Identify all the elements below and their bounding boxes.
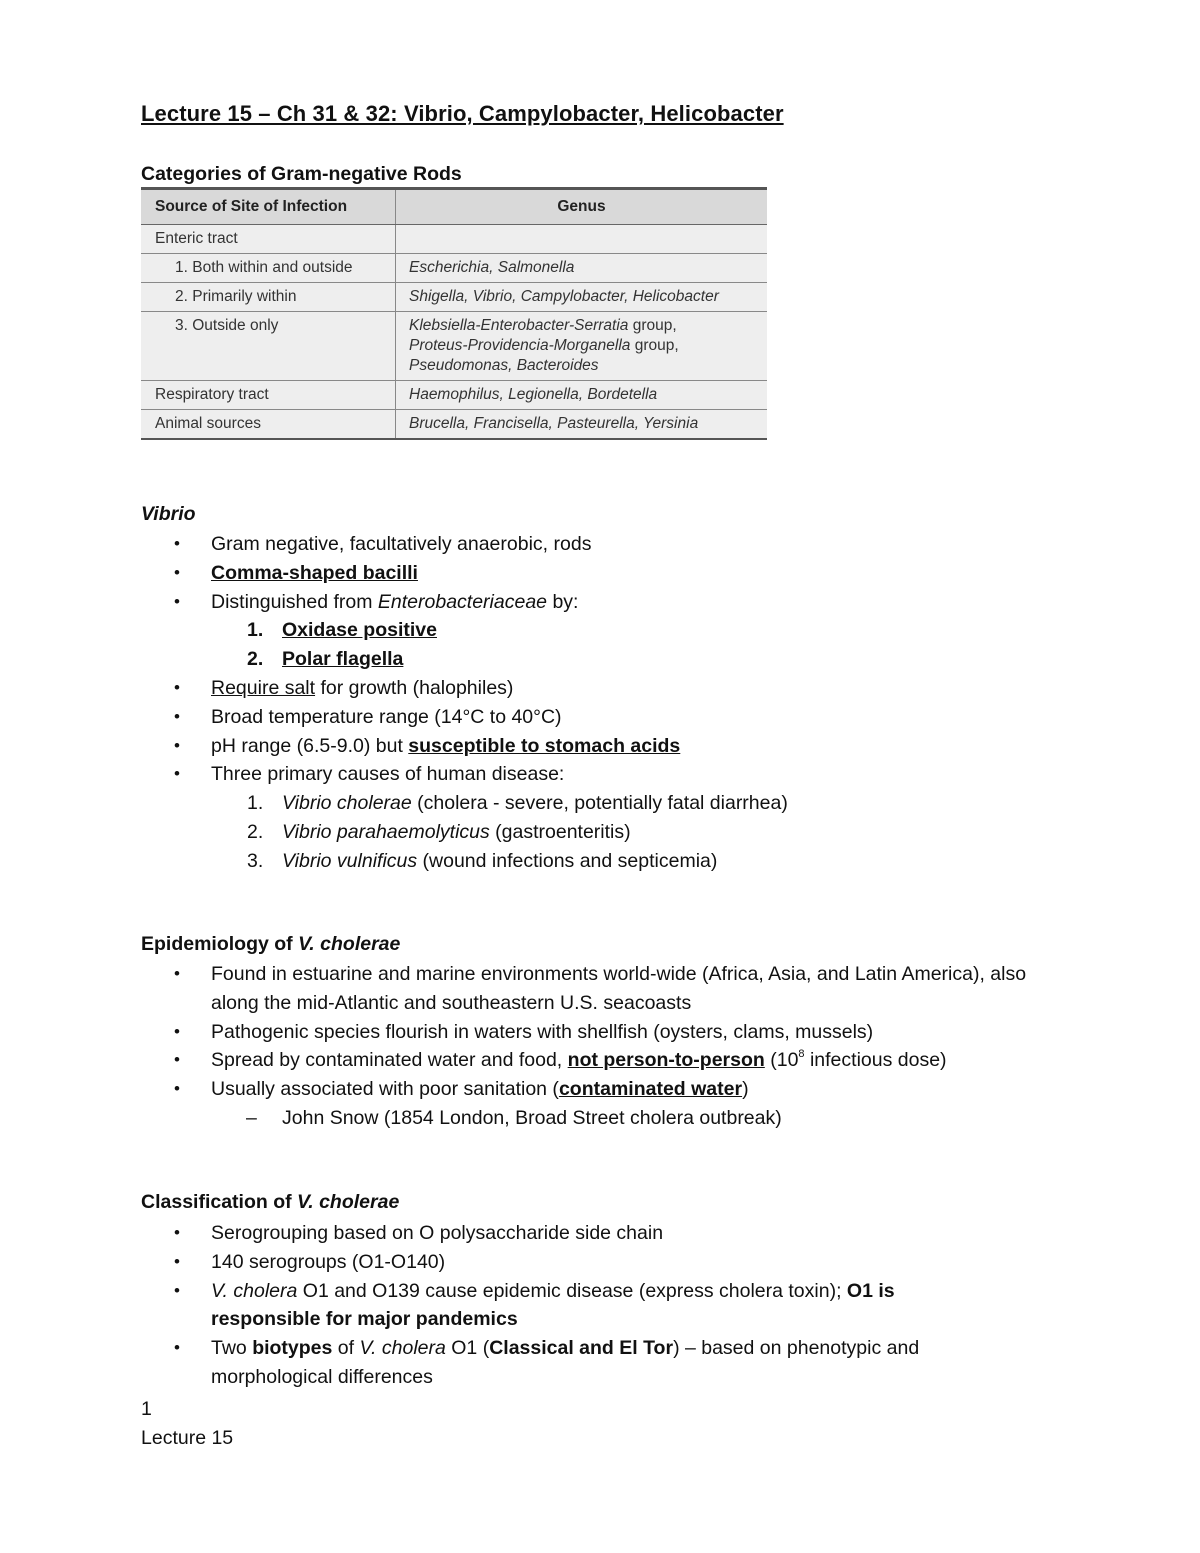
table-cell-genus: Haemophilus, Legionella, Bordetella xyxy=(396,381,768,410)
list-item: 1. Oxidase positive xyxy=(247,619,437,642)
table-cell-genus: Klebsiella-Enterobacter-Serratia group, Proteus-Providencia-Morganella group, Pseudomonas, Bacteroides xyxy=(396,312,768,381)
list-item: • Comma-shaped bacilli xyxy=(141,559,1041,588)
table-cell-genus: Brucella, Francisella, Pasteurella, Yersinia xyxy=(396,410,768,440)
list-item: • Pathogenic species flourish in waters with shellfish (oysters, clams, mussels) xyxy=(141,1018,1031,1047)
list-item: • V. cholera O1 and O139 cause epidemic disease (express cholera toxin); O1 is responsible for major pandemics xyxy=(141,1277,991,1335)
list-item: • Three primary causes of human disease: xyxy=(141,760,1041,789)
table-cell-source: 2. Primarily within xyxy=(141,283,396,312)
table-heading: Categories of Gram-negative Rods xyxy=(141,163,462,185)
list-item: • Distinguished from Enterobacteriaceae by: xyxy=(141,588,1041,617)
classification-heading: Classification of V. cholerae xyxy=(141,1191,400,1213)
list-item: 2. Vibrio parahaemolyticus (gastroenteritis) xyxy=(247,820,631,843)
list-item: 1. Vibrio cholerae (cholera - severe, potentially fatal diarrhea) xyxy=(247,792,788,815)
list-item: • Two biotypes of V. cholera O1 (Classical and El Tor) – based on phenotypic and morphological differences xyxy=(141,1334,991,1392)
list-item: • Gram negative, facultatively anaerobic, rods xyxy=(141,530,1041,559)
table-header-genus: Genus xyxy=(396,190,768,225)
page-title: Lecture 15 – Ch 31 & 32: Vibrio, Campylobacter, Helicobacter xyxy=(141,101,784,126)
list-item: • pH range (6.5-9.0) but susceptible to stomach acids xyxy=(141,732,1041,761)
list-item: • Usually associated with poor sanitation (contaminated water) xyxy=(141,1075,1031,1104)
table-cell-source: Enteric tract xyxy=(141,225,396,254)
table-row xyxy=(141,381,767,410)
list-item: 3. Vibrio vulnificus (wound infections and septicemia) xyxy=(247,849,718,872)
table-cell-source: Respiratory tract xyxy=(141,381,396,410)
table-cell-genus xyxy=(396,225,768,254)
page-number: 1 xyxy=(141,1398,152,1420)
list-item: • Found in estuarine and marine environments world-wide (Africa, Asia, and Latin America), also along the mid-Atlantic and southeastern U.S. seacoasts xyxy=(141,960,1031,1018)
table-cell-source: 1. Both within and outside xyxy=(141,254,396,283)
epidemiology-heading: Epidemiology of V. cholerae xyxy=(141,933,401,955)
list-item: • Spread by contaminated water and food, not person-to-person ($10^8$ infectious dose) xyxy=(141,1046,1031,1075)
classification-list xyxy=(141,1219,991,1392)
list-item: • Broad temperature range (14°C to 40°C) xyxy=(141,703,1041,732)
table-row xyxy=(141,254,767,283)
table-cell-source: Animal sources xyxy=(141,410,396,440)
table-row xyxy=(141,225,767,254)
list-item: • Require salt for growth (halophiles) xyxy=(141,674,1041,703)
gram-negative-table xyxy=(141,187,767,440)
table-row xyxy=(141,410,767,440)
vibrio-list xyxy=(141,530,1041,876)
list-item: – John Snow (1854 London, Broad Street cholera outbreak) xyxy=(246,1106,782,1129)
epidemiology-list xyxy=(141,960,1031,1133)
vibrio-heading: Vibrio xyxy=(141,503,196,525)
table-header-source: Source of Site of Infection xyxy=(141,190,396,225)
footer-lecture-label: Lecture 15 xyxy=(141,1427,234,1449)
table-cell-source: 3. Outside only xyxy=(141,312,396,381)
table-row xyxy=(141,283,767,312)
table-cell-genus: Shigella, Vibrio, Campylobacter, Helicobacter xyxy=(396,283,768,312)
list-item: 2. Polar flagella xyxy=(247,648,404,671)
list-item: • Serogrouping based on O polysaccharide side chain xyxy=(141,1219,991,1248)
table-row xyxy=(141,312,767,381)
list-item: • 140 serogroups (O1-O140) xyxy=(141,1248,991,1277)
table-cell-genus: Escherichia, Salmonella xyxy=(396,254,768,283)
